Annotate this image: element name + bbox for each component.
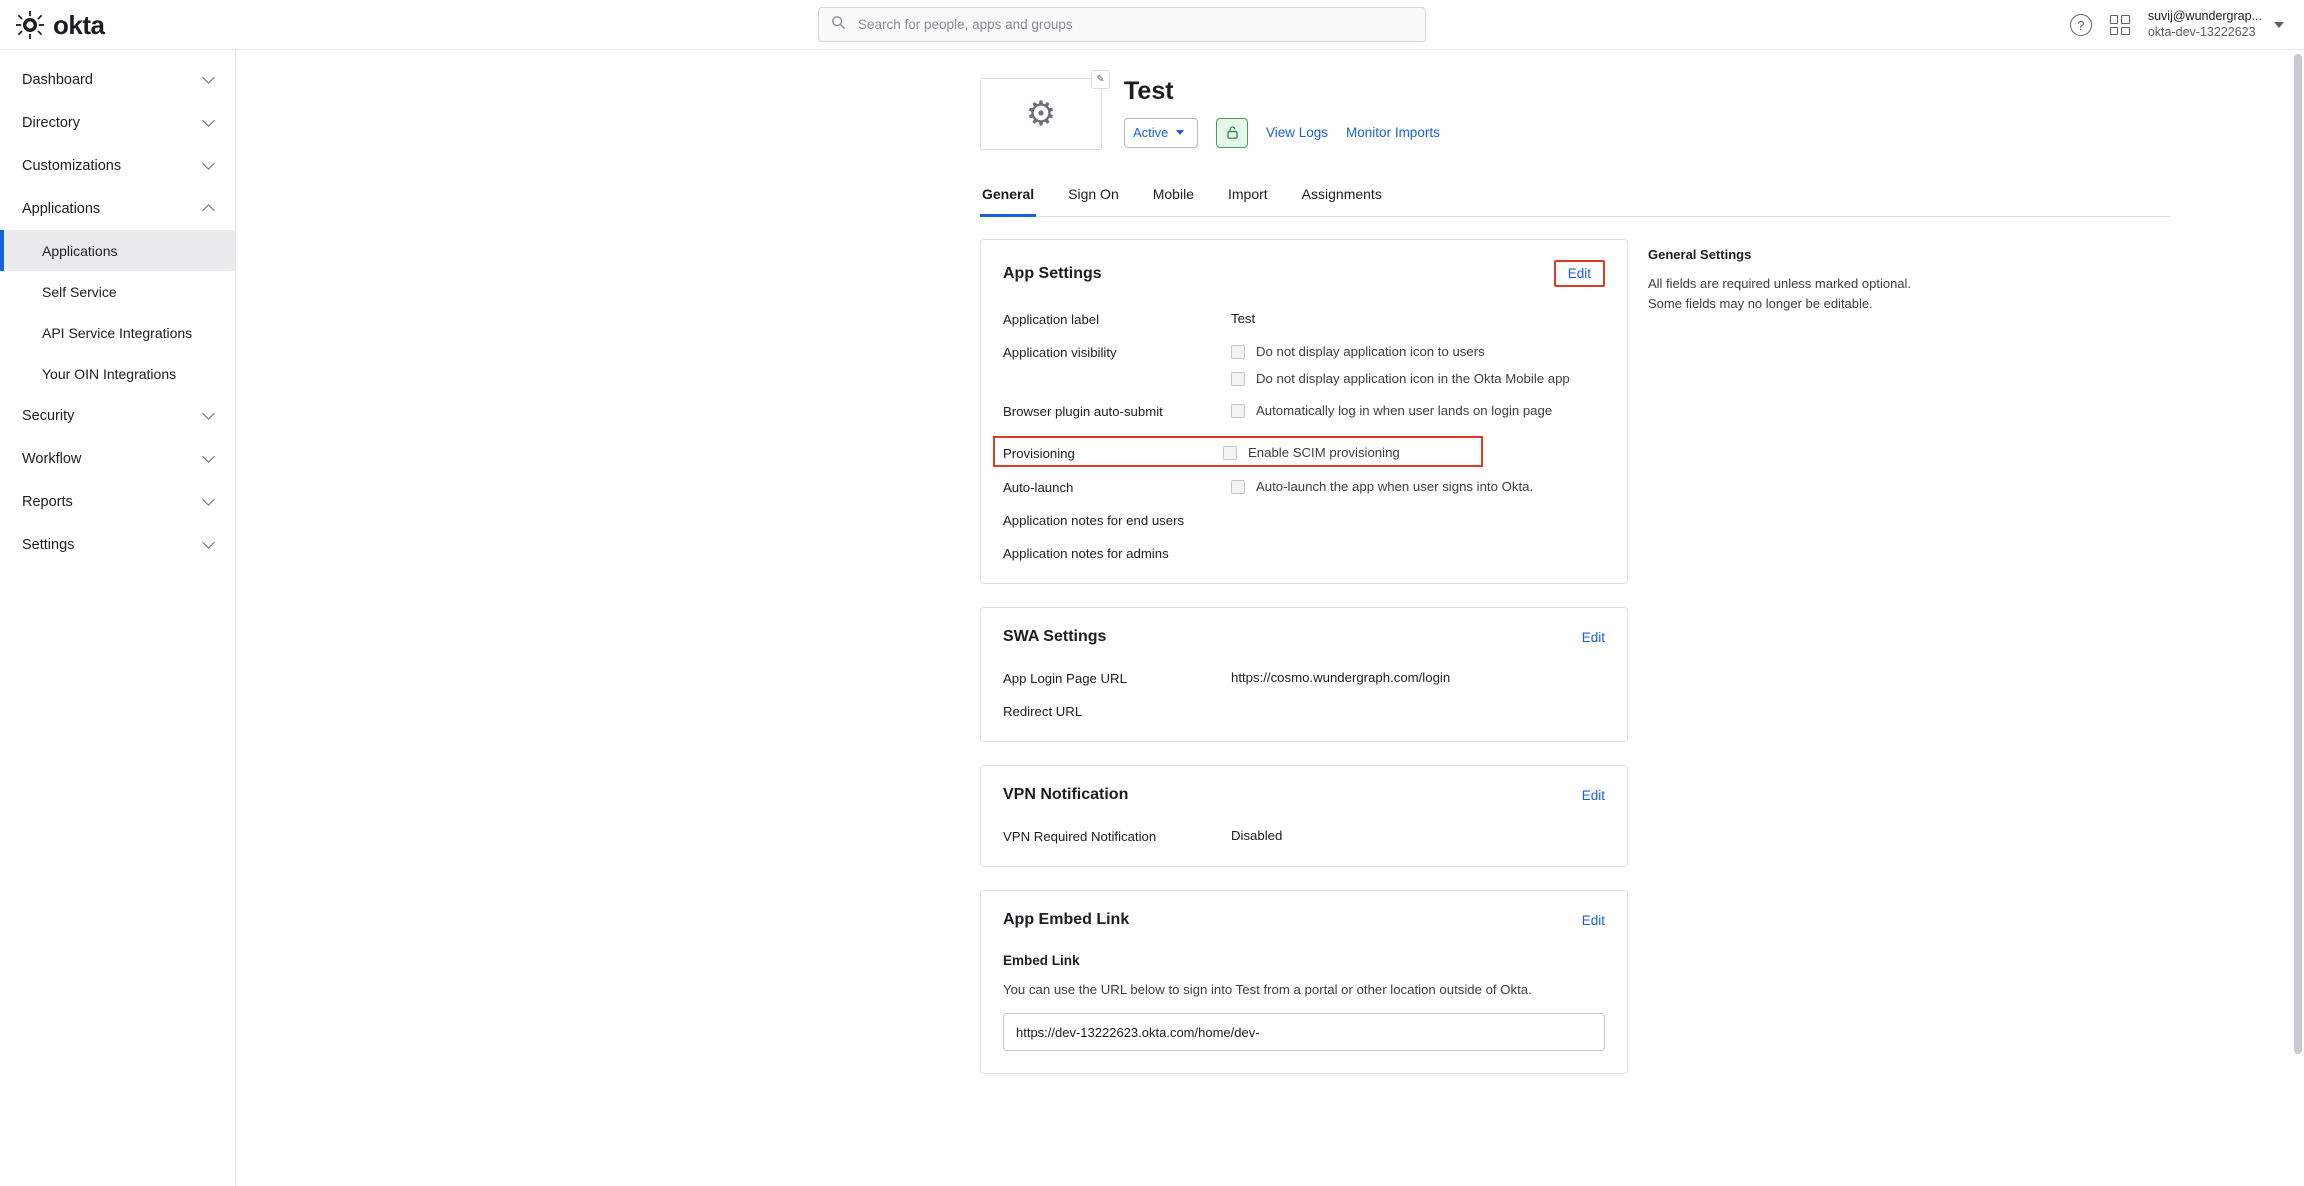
vpn-notification-header xyxy=(1003,786,1605,804)
app-header xyxy=(980,50,2140,150)
global-search[interactable] xyxy=(818,7,1426,42)
sidebar-item-label: Dashboard xyxy=(22,71,93,88)
sidebar-item-label: Reports xyxy=(22,493,73,510)
provisioning-option-label: Enable SCIM provisioning xyxy=(1248,445,1400,460)
search-input[interactable] xyxy=(856,16,1413,33)
app-embed-link-panel xyxy=(980,890,1628,1074)
chevron-down-icon xyxy=(202,114,215,127)
top-bar-right xyxy=(2070,0,2284,50)
app-settings-header xyxy=(1003,260,1605,287)
chevron-down-icon xyxy=(202,71,215,84)
sidebar-subitem-label: Applications xyxy=(42,242,118,259)
app-status-dropdown[interactable] xyxy=(1124,118,1198,148)
apps-grid-icon[interactable] xyxy=(2110,15,2130,35)
app-settings-edit-button[interactable]: Edit xyxy=(1554,260,1605,287)
chevron-down-icon xyxy=(202,493,215,506)
user-info xyxy=(2148,9,2262,40)
swa-settings-title: SWA Settings xyxy=(1003,628,1107,645)
application-visibility-row xyxy=(1003,344,1605,386)
application-label-key: Application label xyxy=(1003,312,1100,327)
general-settings-help xyxy=(1648,239,1938,1097)
help-icon[interactable]: ? xyxy=(2070,14,2092,36)
edit-logo-icon[interactable]: ✎ xyxy=(1091,70,1110,89)
provisioning-row xyxy=(993,436,1483,467)
browser-plugin-key: Browser plugin auto-submit xyxy=(1003,404,1163,419)
checkbox-hide-icon-mobile[interactable] xyxy=(1231,372,1245,386)
sidebar-item-customizations[interactable] xyxy=(0,144,235,187)
checkbox-auto-submit[interactable] xyxy=(1231,404,1245,418)
vpn-required-key: VPN Required Notification xyxy=(1003,829,1157,844)
notes-end-users-key: Application notes for end users xyxy=(1003,513,1185,528)
app-login-url-key: App Login Page URL xyxy=(1003,671,1127,686)
sidebar-subitem-label: API Service Integrations xyxy=(42,324,193,341)
chevron-up-icon xyxy=(202,204,215,217)
chevron-down-icon xyxy=(202,407,215,420)
tab-assignments[interactable]: Assignments xyxy=(1301,186,1382,202)
application-visibility-options xyxy=(1231,344,1570,386)
vpn-notification-edit-button[interactable]: Edit xyxy=(1581,787,1605,803)
sidebar-item-dashboard[interactable] xyxy=(0,58,235,101)
app-settings-panel xyxy=(980,239,1628,584)
chevron-down-icon xyxy=(202,157,215,170)
sidebar-item-label: Customizations xyxy=(22,157,122,174)
sidebar-item-label: Directory xyxy=(22,114,81,131)
provisioning-key: Provisioning xyxy=(1003,446,1075,461)
embed-link-input[interactable] xyxy=(1003,1013,1605,1051)
sidebar-item-settings[interactable] xyxy=(0,523,235,566)
app-login-url-row xyxy=(1003,670,1605,686)
sidebar xyxy=(0,50,236,1186)
app-logo xyxy=(980,74,1105,150)
embed-link-description: You can use the URL below to sign into Test from a portal or other location outside of Okta. xyxy=(1003,982,1532,997)
tab-mobile[interactable]: Mobile xyxy=(1152,186,1194,202)
gear-icon: ⚙ xyxy=(1025,95,1057,133)
chevron-down-icon xyxy=(1176,130,1184,135)
sidebar-item-label: Workflow xyxy=(22,450,82,467)
search-icon xyxy=(831,15,846,35)
sidebar-item-workflow[interactable] xyxy=(0,437,235,480)
app-tabs xyxy=(980,178,2170,217)
browser-plugin-option-label: Automatically log in when user lands on login page xyxy=(1256,403,1553,418)
user-menu[interactable] xyxy=(2148,9,2284,40)
app-embed-link-edit-button[interactable]: Edit xyxy=(1581,912,1605,928)
sidebar-item-reports[interactable] xyxy=(0,480,235,523)
vpn-required-row xyxy=(1003,828,1605,844)
application-visibility-key: Application visibility xyxy=(1003,345,1117,360)
monitor-imports-link[interactable]: Monitor Imports xyxy=(1346,125,1440,140)
swa-settings-header xyxy=(1003,628,1605,646)
notes-admins-key: Application notes for admins xyxy=(1003,546,1169,561)
panels-row xyxy=(980,239,2140,1097)
auto-launch-key: Auto-launch xyxy=(1003,480,1074,495)
chevron-down-icon[interactable] xyxy=(2274,22,2284,28)
main-content xyxy=(236,50,2304,1186)
vpn-required-value: Disabled xyxy=(1231,828,1283,843)
unlock-icon xyxy=(1225,125,1240,140)
notes-admins-row xyxy=(1003,545,1605,561)
chevron-down-icon xyxy=(202,536,215,549)
okta-wordmark: okta xyxy=(53,9,105,40)
app-settings-title: App Settings xyxy=(1003,264,1102,282)
checkbox-auto-launch[interactable] xyxy=(1231,480,1245,494)
sidebar-subitem-label: Self Service xyxy=(42,283,117,300)
checkbox-enable-scim-provisioning[interactable] xyxy=(1223,446,1237,460)
visibility-option-2[interactable] xyxy=(1231,371,1570,386)
redirect-url-row xyxy=(1003,703,1605,719)
redirect-url-key: Redirect URL xyxy=(1003,704,1083,719)
checkbox-hide-icon-users[interactable] xyxy=(1231,345,1245,359)
sidebar-subitem-self-service[interactable] xyxy=(0,271,235,312)
content-column xyxy=(400,50,2140,1097)
browser-plugin-row xyxy=(1003,403,1605,419)
general-settings-help-heading: General Settings xyxy=(1648,247,1752,262)
sidebar-item-label: Settings xyxy=(22,536,75,553)
panels-column xyxy=(980,239,1628,1097)
general-settings-help-body: All fields are required unless marked optional. Some fields may no longer be editable. xyxy=(1648,276,1912,312)
top-bar xyxy=(0,0,2304,50)
tab-import[interactable]: Import xyxy=(1227,186,1268,202)
auto-launch-option-label: Auto-launch the app when user signs into Okta. xyxy=(1256,479,1534,494)
user-org: okta-dev-13222623 xyxy=(2147,25,2256,39)
vertical-scrollbar[interactable] xyxy=(2294,54,2302,1054)
application-label-value: Test xyxy=(1231,311,1256,326)
provisioning-option[interactable] xyxy=(1223,445,1400,461)
sidebar-item-security[interactable] xyxy=(0,394,235,437)
auto-launch-row xyxy=(1003,479,1605,495)
app-status-value: Active xyxy=(1133,125,1169,140)
user-email: suvij@wundergrap... xyxy=(2147,9,2262,24)
vpn-notification-title: VPN Notification xyxy=(1003,786,1129,803)
page-title: Test xyxy=(1124,77,1174,105)
swa-settings-edit-button[interactable]: Edit xyxy=(1581,629,1605,645)
sidebar-item-applications[interactable] xyxy=(0,187,235,230)
app-launch-button[interactable] xyxy=(1216,118,1248,148)
app-embed-link-title: App Embed Link xyxy=(1003,911,1130,928)
body-wrapper xyxy=(0,50,2304,1186)
visibility-option-2-label: Do not display application icon in the Okta Mobile app xyxy=(1256,371,1570,386)
tab-general[interactable]: General xyxy=(980,178,1036,217)
auto-launch-option[interactable] xyxy=(1231,479,1533,495)
sidebar-subitem-label: Your OIN Integrations xyxy=(42,365,177,382)
vpn-notification-panel xyxy=(980,765,1628,867)
okta-logo[interactable] xyxy=(0,11,236,39)
application-label-row xyxy=(1003,311,1605,327)
app-embed-link-header xyxy=(1003,911,1605,929)
okta-mark-icon xyxy=(16,11,44,39)
sidebar-item-label: Security xyxy=(22,407,75,424)
sidebar-subitem-api-service-integrations[interactable] xyxy=(0,312,235,353)
app-login-url-value: https://cosmo.wundergraph.com/login xyxy=(1231,670,1451,685)
browser-plugin-option[interactable] xyxy=(1231,403,1552,419)
tab-sign-on[interactable]: Sign On xyxy=(1068,186,1119,202)
chevron-down-icon xyxy=(202,450,215,463)
swa-settings-panel xyxy=(980,607,1628,742)
notes-end-users-row xyxy=(1003,512,1605,528)
sidebar-subitem-your-oin-integrations[interactable] xyxy=(0,353,235,394)
search-box[interactable] xyxy=(818,7,1426,42)
visibility-option-1-label: Do not display application icon to users xyxy=(1256,344,1485,359)
app-meta-row xyxy=(1124,118,1440,148)
sidebar-item-label: Applications xyxy=(22,200,101,217)
app-header-text xyxy=(1124,78,1440,150)
sidebar-subitem-applications[interactable] xyxy=(0,230,235,271)
view-logs-link[interactable]: View Logs xyxy=(1266,125,1329,140)
sidebar-item-directory[interactable] xyxy=(0,101,235,144)
embed-link-subtitle: Embed Link xyxy=(1003,953,1080,968)
visibility-option-1[interactable] xyxy=(1231,344,1570,359)
